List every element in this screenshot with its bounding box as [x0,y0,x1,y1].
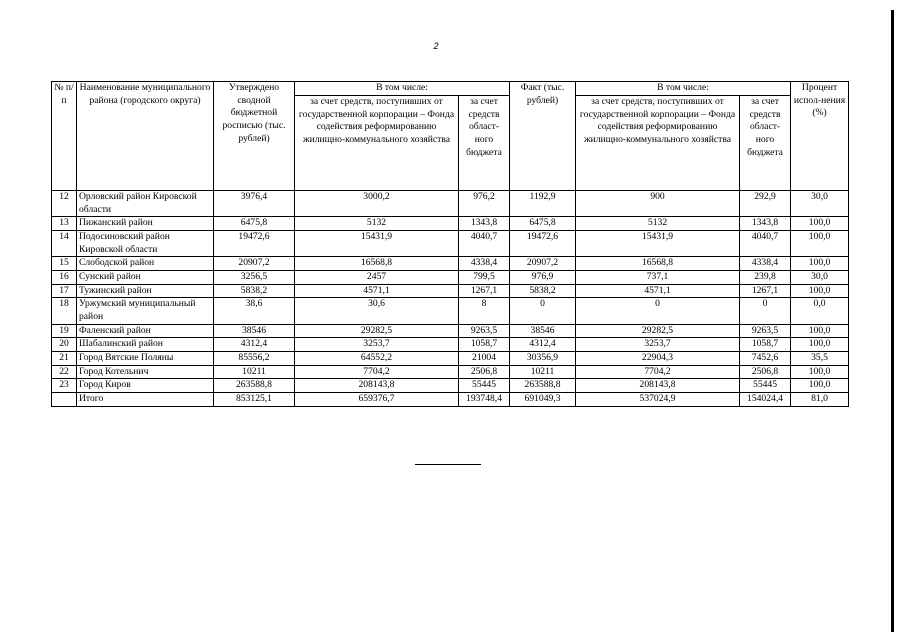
percent-value: 100,0 [791,257,849,271]
fact-value: 10211 [510,365,576,379]
district-name: Итого [77,392,214,406]
percent-value: 100,0 [791,379,849,393]
regional-fact-value: 0 [740,298,791,324]
district-name: Город Киров [77,379,214,393]
fund-fact-value: 208143,8 [576,379,740,393]
fund-value: 4571,1 [295,284,459,298]
regional-fact-value: 1343,8 [740,217,791,231]
fund-fact-value: 4571,1 [576,284,740,298]
regional-fact-value: 1058,7 [740,338,791,352]
regional-fact-value: 1267,1 [740,284,791,298]
fund-fact-value: 22904,3 [576,351,740,365]
district-name: Тужинский район [77,284,214,298]
percent-value: 35,5 [791,351,849,365]
percent-value: 30,0 [791,270,849,284]
row-number: 16 [52,270,77,284]
row-number: 18 [52,298,77,324]
district-name: Подосиновский район Кировской области [77,230,214,256]
table-row [52,284,849,298]
percent-value: 0,0 [791,298,849,324]
approved-value: 38546 [214,324,295,338]
regional-value: 1058,7 [459,338,510,352]
district-name: Орловский район Кировской области [77,191,214,217]
approved-value: 20907,2 [214,257,295,271]
header-no: № п/п [52,82,77,191]
fund-value: 3000,2 [295,191,459,217]
fact-value: 1192,9 [510,191,576,217]
fund-fact-value: 5132 [576,217,740,231]
fund-value: 64552,2 [295,351,459,365]
district-name: Слободской район [77,257,214,271]
regional-fact-value: 4338,4 [740,257,791,271]
approved-value: 853125,1 [214,392,295,406]
regional-fact-value: 239,8 [740,270,791,284]
regional-value: 55445 [459,379,510,393]
row-number: 19 [52,324,77,338]
header-regional-1: за счет средств област-ного бюджета [459,96,510,191]
percent-value: 100,0 [791,324,849,338]
header-regional-2: за счет средств област-ного бюджета [740,96,791,191]
table-row [52,270,849,284]
execution-table [51,81,849,407]
regional-value: 976,2 [459,191,510,217]
approved-value: 3976,4 [214,191,295,217]
fund-fact-value: 7704,2 [576,365,740,379]
fund-fact-value: 29282,5 [576,324,740,338]
fund-value: 659376,7 [295,392,459,406]
percent-value: 81,0 [791,392,849,406]
percent-value: 100,0 [791,338,849,352]
approved-value: 263588,8 [214,379,295,393]
fund-value: 2457 [295,270,459,284]
fund-value: 29282,5 [295,324,459,338]
fund-value: 30,6 [295,298,459,324]
approved-value: 4312,4 [214,338,295,352]
fund-value: 15431,9 [295,230,459,256]
margin-rule [891,10,894,632]
table-row [52,230,849,256]
fact-value: 20907,2 [510,257,576,271]
header-including-1: В том числе: [295,82,510,96]
table-row [52,298,849,324]
approved-value: 38,6 [214,298,295,324]
regional-value: 193748,4 [459,392,510,406]
fund-value: 5132 [295,217,459,231]
header-percent: Процент испол-нения (%) [791,82,849,191]
regional-fact-value: 292,9 [740,191,791,217]
regional-value: 1343,8 [459,217,510,231]
regional-fact-value: 2506,8 [740,365,791,379]
fact-value: 30356,9 [510,351,576,365]
district-name: Город Вятские Поляны [77,351,214,365]
regional-value: 4040,7 [459,230,510,256]
regional-value: 799,5 [459,270,510,284]
header-including-2: В том числе: [576,82,791,96]
row-number [52,392,77,406]
table-row [52,351,849,365]
fund-value: 3253,7 [295,338,459,352]
district-name: Шабалинский район [77,338,214,352]
regional-fact-value: 7452,6 [740,351,791,365]
row-number: 14 [52,230,77,256]
fact-value: 19472,6 [510,230,576,256]
district-name: Сунский район [77,270,214,284]
fact-value: 6475,8 [510,217,576,231]
regional-fact-value: 55445 [740,379,791,393]
row-number: 13 [52,217,77,231]
approved-value: 19472,6 [214,230,295,256]
fund-value: 7704,2 [295,365,459,379]
district-name: Пижанский район [77,217,214,231]
row-number: 21 [52,351,77,365]
regional-value: 4338,4 [459,257,510,271]
district-name: Город Котельнич [77,365,214,379]
row-number: 20 [52,338,77,352]
fact-value: 263588,8 [510,379,576,393]
header-approved: Утверждено сводной бюджетной росписью (тыс. рублей) [214,82,295,191]
table-row [52,257,849,271]
table-row [52,379,849,393]
fund-fact-value: 16568,8 [576,257,740,271]
fact-value: 4312,4 [510,338,576,352]
fact-value: 691049,3 [510,392,576,406]
approved-value: 6475,8 [214,217,295,231]
regional-value: 8 [459,298,510,324]
fact-value: 976,9 [510,270,576,284]
approved-value: 5838,2 [214,284,295,298]
page-number: 2 [433,41,439,51]
header-name: Наименование муниципального района (городского округа) [77,82,214,191]
approved-value: 3256,5 [214,270,295,284]
header-fund-2: за счет средств, поступивших от государственной корпорации – Фонда содействия реформированию жилищно-коммунального хозяйства [576,96,740,191]
table-row [52,392,849,406]
regional-fact-value: 9263,5 [740,324,791,338]
fact-value: 0 [510,298,576,324]
table-row [52,217,849,231]
table-row [52,338,849,352]
regional-value: 21004 [459,351,510,365]
fund-fact-value: 0 [576,298,740,324]
percent-value: 30,0 [791,191,849,217]
fund-fact-value: 737,1 [576,270,740,284]
table-row [52,191,849,217]
row-number: 12 [52,191,77,217]
district-name: Уржумский муниципальный район [77,298,214,324]
approved-value: 10211 [214,365,295,379]
table-row [52,365,849,379]
fact-value: 38546 [510,324,576,338]
regional-value: 1267,1 [459,284,510,298]
separator-line [415,464,481,465]
percent-value: 100,0 [791,284,849,298]
percent-value: 100,0 [791,230,849,256]
row-number: 22 [52,365,77,379]
fund-fact-value: 537024,9 [576,392,740,406]
regional-fact-value: 4040,7 [740,230,791,256]
row-number: 15 [52,257,77,271]
header-fact: Факт (тыс. рублей) [510,82,576,191]
regional-value: 9263,5 [459,324,510,338]
district-name: Фаленский район [77,324,214,338]
header-fund-1: за счет средств, поступивших от государственной корпорации – Фонда содействия реформированию жилищно-коммунального хозяйства [295,96,459,191]
percent-value: 100,0 [791,365,849,379]
row-number: 23 [52,379,77,393]
regional-fact-value: 154024,4 [740,392,791,406]
approved-value: 85556,2 [214,351,295,365]
fund-fact-value: 15431,9 [576,230,740,256]
fact-value: 5838,2 [510,284,576,298]
regional-value: 2506,8 [459,365,510,379]
fund-value: 16568,8 [295,257,459,271]
fund-fact-value: 900 [576,191,740,217]
table-row [52,324,849,338]
row-number: 17 [52,284,77,298]
percent-value: 100,0 [791,217,849,231]
fund-fact-value: 3253,7 [576,338,740,352]
fund-value: 208143,8 [295,379,459,393]
